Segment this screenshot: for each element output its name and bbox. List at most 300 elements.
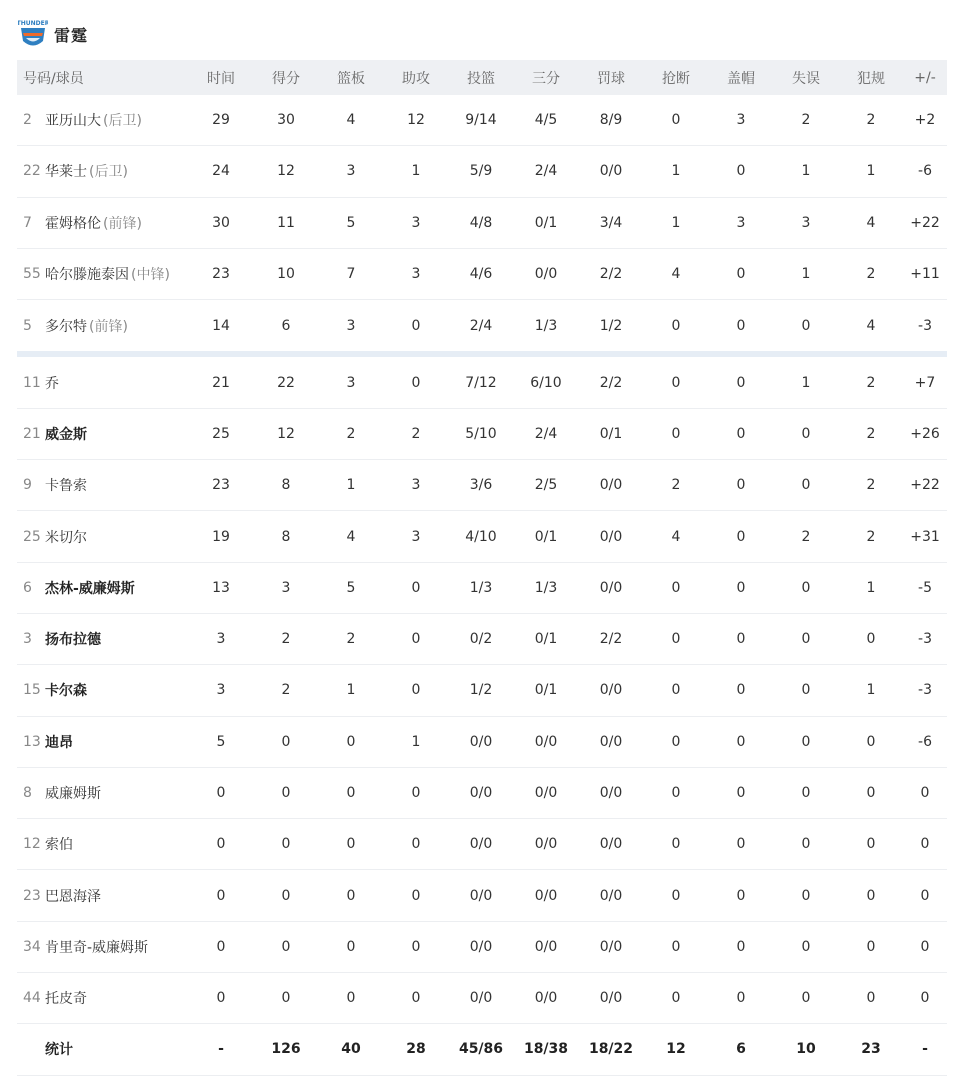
player-cell (17, 768, 195, 818)
stat-turnovers: 0 (801, 682, 811, 699)
stat-field-goals: 4/10 (465, 528, 497, 545)
stat-fouls: 0 (866, 887, 876, 904)
stat-three-pointers: 6/10 (530, 374, 562, 391)
player-number: 12 (23, 836, 41, 853)
stat-points: 22 (277, 374, 295, 391)
stat-rebounds: 2 (346, 425, 356, 442)
player-cell (17, 819, 195, 869)
stat-three-pointers: 0/1 (534, 682, 558, 699)
stat-turnovers: 0 (801, 579, 811, 596)
team-header (18, 16, 88, 52)
player-cell (17, 409, 195, 459)
stat-rebounds: 0 (346, 990, 356, 1007)
stat-three-pointers: 4/5 (534, 112, 558, 129)
player-cell (17, 717, 195, 767)
stat-points: 11 (277, 214, 295, 231)
stat-turnovers: 0 (801, 425, 811, 442)
header-fouls: 犯规 (857, 70, 885, 87)
player-number: 44 (23, 990, 41, 1007)
stat-points: 2 (281, 631, 291, 648)
stat-plus-minus: +2 (914, 112, 936, 129)
stat-assists: 3 (411, 214, 421, 231)
player-cell (17, 249, 195, 299)
stat-plus-minus: -5 (918, 579, 932, 596)
player-cell (17, 870, 195, 920)
player-name: 托皮奇 (45, 991, 87, 1008)
stat-minutes: 5 (216, 733, 226, 750)
player-name: 威金斯 (45, 426, 87, 443)
player-name: 华莱士 (45, 164, 87, 181)
stat-minutes: 0 (216, 785, 226, 801)
table-row (17, 870, 947, 921)
starters-section (17, 95, 947, 351)
stat-turnovers: 0 (801, 317, 811, 334)
player-name: 扬布拉德 (45, 632, 101, 649)
stat-free-throws: 0/0 (599, 163, 623, 180)
header-assists: 助攻 (402, 70, 430, 87)
stat-rebounds: 5 (346, 214, 356, 231)
player-number: 23 (23, 887, 41, 904)
total-rebounds: 40 (341, 1041, 361, 1058)
stat-free-throws: 0/0 (599, 990, 623, 1007)
table-row (17, 249, 947, 300)
stat-free-throws: 2/2 (599, 266, 623, 283)
table-header-row (17, 60, 947, 95)
player-cell (17, 460, 195, 510)
player-number: 8 (23, 785, 32, 801)
table-row (17, 717, 947, 768)
stat-three-pointers: 0/0 (534, 836, 558, 853)
stat-fouls: 1 (866, 163, 876, 180)
stat-field-goals: 5/10 (465, 425, 497, 442)
stat-blocks: 0 (736, 477, 746, 494)
stat-plus-minus: +22 (910, 477, 940, 494)
stat-fouls: 0 (866, 785, 876, 801)
stat-assists: 0 (411, 631, 421, 648)
header-minutes: 时间 (207, 70, 235, 87)
total-assists: 28 (406, 1041, 426, 1058)
stat-three-pointers: 0/0 (534, 266, 558, 283)
table-row (17, 665, 947, 716)
stat-fouls: 2 (866, 425, 876, 442)
player-number: 6 (23, 579, 32, 596)
stat-plus-minus: -3 (918, 631, 932, 648)
stat-plus-minus: +7 (914, 374, 936, 391)
table-row (17, 409, 947, 460)
stat-plus-minus: -3 (918, 682, 932, 699)
stat-points: 12 (277, 425, 295, 442)
total-minutes: - (218, 1041, 224, 1058)
total-plus-minus: - (922, 1041, 928, 1058)
stat-plus-minus: 0 (920, 938, 930, 955)
stat-steals: 0 (671, 938, 681, 955)
stat-turnovers: 0 (801, 477, 811, 494)
header-turnovers: 失误 (792, 70, 820, 87)
stat-assists: 0 (411, 990, 421, 1007)
table-row (17, 768, 947, 819)
stat-field-goals: 0/0 (469, 733, 493, 750)
player-name: 巴恩海泽 (45, 888, 101, 905)
stat-blocks: 0 (736, 425, 746, 442)
total-points: 126 (271, 1041, 301, 1058)
stat-field-goals: 9/14 (465, 112, 497, 129)
player-name: 卡尔森 (45, 683, 87, 700)
total-free-throws: 18/22 (588, 1041, 634, 1058)
stat-fouls: 0 (866, 990, 876, 1007)
stat-rebounds: 4 (346, 112, 356, 129)
stat-steals: 0 (671, 733, 681, 750)
player-name: 肯里奇-威廉姆斯 (45, 939, 149, 956)
stat-field-goals: 4/8 (469, 214, 493, 231)
player-number: 22 (23, 163, 41, 180)
stat-fouls: 1 (866, 579, 876, 596)
total-blocks: 6 (736, 1041, 746, 1058)
player-number: 7 (23, 214, 32, 231)
stat-assists: 0 (411, 579, 421, 596)
player-number: 5 (23, 317, 32, 334)
header-points: 得分 (272, 70, 300, 87)
stat-blocks: 0 (736, 579, 746, 596)
stat-fouls: 2 (866, 112, 876, 129)
stat-blocks: 0 (736, 266, 746, 283)
stat-blocks: 3 (736, 214, 746, 231)
stat-field-goals: 0/2 (469, 631, 493, 648)
player-number: 3 (23, 631, 32, 648)
stat-blocks: 0 (736, 733, 746, 750)
stat-three-pointers: 0/0 (534, 785, 558, 801)
player-cell (17, 95, 195, 145)
stat-free-throws: 0/0 (599, 836, 623, 853)
stat-blocks: 0 (736, 990, 746, 1007)
stat-free-throws: 2/2 (599, 374, 623, 391)
header-three-pointers: 三分 (532, 70, 560, 87)
stat-steals: 0 (671, 631, 681, 648)
player-name: 索伯 (45, 837, 73, 854)
player-name: 亚历山大 (45, 113, 101, 130)
stat-points: 8 (281, 528, 291, 545)
thunder-logo-icon (18, 17, 48, 51)
stat-fouls: 1 (866, 682, 876, 699)
stat-assists: 3 (411, 266, 421, 283)
stat-points: 2 (281, 682, 291, 699)
player-cell (17, 665, 195, 715)
total-steals: 12 (666, 1041, 686, 1058)
stat-steals: 2 (671, 477, 681, 494)
stat-plus-minus: +11 (910, 266, 940, 283)
stat-rebounds: 0 (346, 836, 356, 853)
stat-points: 0 (281, 938, 291, 955)
table-row (17, 819, 947, 870)
stat-field-goals: 3/6 (469, 477, 493, 494)
bench-section (17, 357, 947, 1024)
stat-points: 0 (281, 733, 291, 750)
stat-rebounds: 2 (346, 631, 356, 648)
stat-plus-minus: 0 (920, 887, 930, 904)
stat-blocks: 0 (736, 528, 746, 545)
stat-assists: 1 (411, 733, 421, 750)
stat-steals: 0 (671, 836, 681, 853)
team-name: 雷霆 (54, 25, 89, 45)
stat-steals: 0 (671, 112, 681, 129)
stat-fouls: 2 (866, 528, 876, 545)
stat-fouls: 0 (866, 631, 876, 648)
player-cell (17, 973, 195, 1023)
player-number: 15 (23, 682, 41, 699)
header-player: 号码/球员 (23, 70, 84, 87)
table-row (17, 357, 947, 408)
stat-free-throws: 2/2 (599, 631, 623, 648)
stat-assists: 0 (411, 682, 421, 699)
player-name: 多尔特 (45, 318, 87, 335)
player-number: 11 (23, 374, 41, 391)
stat-turnovers: 0 (801, 887, 811, 904)
player-name: 威廉姆斯 (45, 786, 101, 802)
stat-minutes: 0 (216, 990, 226, 1007)
header-rebounds: 篮板 (337, 70, 365, 87)
stat-steals: 0 (671, 317, 681, 334)
stat-free-throws: 0/0 (599, 682, 623, 699)
total-turnovers: 10 (796, 1041, 816, 1058)
stat-assists: 0 (411, 938, 421, 955)
stat-assists: 1 (411, 163, 421, 180)
player-name: 杰林-威廉姆斯 (45, 580, 135, 597)
stat-plus-minus: 0 (920, 785, 930, 801)
stat-points: 10 (277, 266, 295, 283)
stat-steals: 0 (671, 887, 681, 904)
header-plus-minus: +/- (914, 69, 936, 86)
stat-minutes: 0 (216, 887, 226, 904)
stat-turnovers: 2 (801, 528, 811, 545)
stat-minutes: 21 (212, 374, 230, 391)
player-name: 霍姆格伦 (45, 215, 101, 232)
stat-minutes: 23 (212, 266, 230, 283)
player-position: (前锋) (89, 318, 128, 335)
stat-assists: 0 (411, 887, 421, 904)
stat-turnovers: 2 (801, 112, 811, 129)
stat-blocks: 0 (736, 374, 746, 391)
stat-plus-minus: 0 (920, 990, 930, 1007)
stat-steals: 0 (671, 785, 681, 801)
totals-label: 统计 (45, 1042, 73, 1059)
stat-minutes: 24 (212, 163, 230, 180)
player-number: 13 (23, 733, 41, 750)
player-position: (后卫) (103, 113, 142, 130)
stat-three-pointers: 0/1 (534, 214, 558, 231)
player-name: 乔 (45, 375, 59, 392)
player-number: 2 (23, 112, 32, 129)
header-blocks: 盖帽 (727, 70, 755, 87)
stat-plus-minus: +31 (910, 528, 940, 545)
stat-field-goals: 1/2 (469, 682, 493, 699)
player-cell (17, 198, 195, 248)
stat-minutes: 14 (212, 317, 230, 334)
player-position: (前锋) (103, 215, 142, 232)
stat-minutes: 13 (212, 579, 230, 596)
stat-rebounds: 0 (346, 938, 356, 955)
stat-free-throws: 0/0 (599, 579, 623, 596)
stat-three-pointers: 1/3 (534, 579, 558, 596)
stat-three-pointers: 0/0 (534, 990, 558, 1007)
stat-blocks: 0 (736, 682, 746, 699)
player-position: (后卫) (89, 164, 128, 181)
player-cell (17, 563, 195, 613)
total-fouls: 23 (861, 1041, 881, 1058)
stat-free-throws: 0/1 (599, 425, 623, 442)
table-row (17, 198, 947, 249)
stat-free-throws: 0/0 (599, 887, 623, 904)
stat-minutes: 29 (212, 112, 230, 129)
stat-fouls: 0 (866, 733, 876, 750)
total-field-goals: 45/86 (458, 1041, 504, 1058)
stat-turnovers: 0 (801, 836, 811, 853)
stat-turnovers: 1 (801, 266, 811, 283)
stat-points: 12 (277, 163, 295, 180)
stat-rebounds: 3 (346, 317, 356, 334)
stat-rebounds: 7 (346, 266, 356, 283)
stat-turnovers: 0 (801, 785, 811, 801)
stat-three-pointers: 0/1 (534, 631, 558, 648)
stat-free-throws: 3/4 (599, 214, 623, 231)
stat-steals: 0 (671, 990, 681, 1007)
stat-rebounds: 3 (346, 374, 356, 391)
stat-rebounds: 5 (346, 579, 356, 596)
stat-field-goals: 0/0 (469, 887, 493, 904)
stat-turnovers: 3 (801, 214, 811, 231)
stat-field-goals: 0/0 (469, 990, 493, 1007)
stat-fouls: 0 (866, 938, 876, 955)
stat-blocks: 0 (736, 938, 746, 955)
stat-assists: 12 (407, 112, 425, 129)
stat-rebounds: 1 (346, 477, 356, 494)
stat-steals: 0 (671, 682, 681, 699)
stat-assists: 2 (411, 425, 421, 442)
stat-rebounds: 3 (346, 163, 356, 180)
stat-assists: 3 (411, 528, 421, 545)
stat-blocks: 0 (736, 317, 746, 334)
stat-points: 3 (281, 579, 291, 596)
stat-fouls: 4 (866, 214, 876, 231)
stat-blocks: 0 (736, 631, 746, 648)
stat-three-pointers: 2/5 (534, 477, 558, 494)
stat-plus-minus: +22 (910, 214, 940, 231)
table-row (17, 300, 947, 351)
stat-fouls: 2 (866, 374, 876, 391)
stat-steals: 4 (671, 266, 681, 283)
stat-free-throws: 0/0 (599, 785, 623, 801)
stat-assists: 0 (411, 374, 421, 391)
stat-steals: 4 (671, 528, 681, 545)
stat-minutes: 25 (212, 425, 230, 442)
stat-steals: 0 (671, 425, 681, 442)
stat-turnovers: 0 (801, 938, 811, 955)
stat-steals: 0 (671, 374, 681, 391)
stat-field-goals: 1/3 (469, 579, 493, 596)
player-number: 34 (23, 938, 41, 955)
table-row (17, 460, 947, 511)
player-name: 卡鲁索 (45, 478, 87, 495)
table-row (17, 563, 947, 614)
table-row (17, 146, 947, 197)
stat-rebounds: 0 (346, 733, 356, 750)
stat-free-throws: 8/9 (599, 112, 623, 129)
stat-turnovers: 0 (801, 990, 811, 1007)
stat-three-pointers: 0/0 (534, 887, 558, 904)
stat-fouls: 2 (866, 266, 876, 283)
stat-field-goals: 4/6 (469, 266, 493, 283)
player-number: 25 (23, 528, 41, 545)
player-number: 9 (23, 477, 32, 494)
stat-plus-minus: -3 (918, 317, 932, 334)
stat-three-pointers: 1/3 (534, 317, 558, 334)
stat-plus-minus: -6 (918, 733, 932, 750)
player-position: (中锋) (131, 267, 170, 284)
player-cell (17, 300, 195, 351)
stat-field-goals: 5/9 (469, 163, 493, 180)
stat-blocks: 0 (736, 163, 746, 180)
stat-three-pointers: 2/4 (534, 425, 558, 442)
box-score-table (17, 60, 947, 1076)
stat-turnovers: 0 (801, 733, 811, 750)
stat-free-throws: 1/2 (599, 317, 623, 334)
stat-field-goals: 0/0 (469, 938, 493, 955)
player-name: 迪昂 (45, 734, 73, 751)
stat-minutes: 0 (216, 836, 226, 853)
header-free-throws: 罚球 (597, 70, 625, 87)
stat-minutes: 23 (212, 477, 230, 494)
stat-free-throws: 0/0 (599, 528, 623, 545)
player-cell (17, 357, 195, 407)
stat-free-throws: 0/0 (599, 477, 623, 494)
svg-text:THUNDER: THUNDER (18, 20, 48, 27)
stat-fouls: 2 (866, 477, 876, 494)
stat-three-pointers: 2/4 (534, 163, 558, 180)
stat-field-goals: 0/0 (469, 836, 493, 853)
table-row (17, 973, 947, 1024)
table-row (17, 922, 947, 973)
header-steals: 抢断 (662, 70, 690, 87)
stat-field-goals: 7/12 (465, 374, 497, 391)
stat-blocks: 0 (736, 836, 746, 853)
stat-free-throws: 0/0 (599, 938, 623, 955)
table-row (17, 95, 947, 146)
stat-points: 30 (277, 112, 295, 129)
stat-assists: 0 (411, 836, 421, 853)
player-number: 55 (23, 266, 41, 283)
stat-fouls: 4 (866, 317, 876, 334)
stat-turnovers: 1 (801, 374, 811, 391)
stat-steals: 1 (671, 214, 681, 231)
stat-three-pointers: 0/0 (534, 938, 558, 955)
stat-minutes: 3 (216, 631, 226, 648)
stat-plus-minus: +26 (910, 425, 940, 442)
stat-rebounds: 4 (346, 528, 356, 545)
table-row (17, 614, 947, 665)
stat-assists: 0 (411, 785, 421, 801)
stat-free-throws: 0/0 (599, 733, 623, 750)
player-cell (17, 511, 195, 561)
stat-blocks: 3 (736, 112, 746, 129)
stat-steals: 0 (671, 579, 681, 596)
player-name: 米切尔 (45, 529, 87, 546)
table-row (17, 511, 947, 562)
stat-minutes: 30 (212, 214, 230, 231)
stat-rebounds: 0 (346, 887, 356, 904)
player-cell (17, 614, 195, 664)
stat-fouls: 0 (866, 836, 876, 853)
stat-minutes: 3 (216, 682, 226, 699)
stat-field-goals: 2/4 (469, 317, 493, 334)
stat-points: 8 (281, 477, 291, 494)
